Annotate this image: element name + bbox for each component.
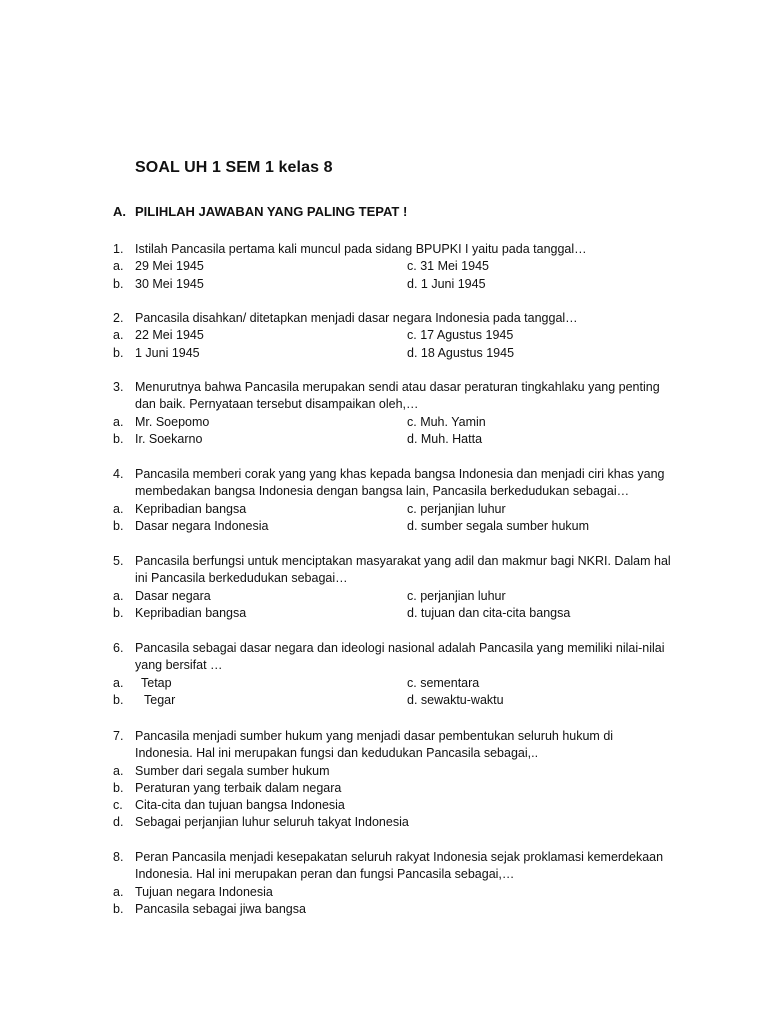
question-text: ini Pancasila berkedudukan sebagai… [135,571,348,586]
option-a: Tujuan negara Indonesia [135,884,273,899]
option-c: c. perjanjian luhur [407,588,506,603]
question-text: Pancasila memberi corak yang yang khas kepada bangsa Indonesia dan menjadi ciri khas yang [135,467,665,481]
question-text: Indonesia. Hal ini merupakan fungsi dan kedudukan Pancasila sebagai,.. [135,746,539,761]
question-line [113,570,673,587]
option-c: c. 17 Agustus 1945 [407,328,514,343]
question-line [113,553,673,570]
option-b: 1 Juni 1945 [135,345,200,360]
option-row [113,605,673,622]
option-letter: a. [113,588,124,603]
option-c: c. 31 Mei 1945 [407,259,489,274]
option-letter: b. [113,901,124,916]
option-row [113,797,673,814]
page-title: SOAL UH 1 SEM 1 kelas 8 [135,159,333,176]
question-number: 2. [113,311,124,325]
option-row [113,692,673,709]
option-letter: a. [113,675,124,690]
option-row [113,675,673,692]
question-8 [113,849,673,918]
option-letter: d. [113,815,124,830]
question-line [113,466,673,483]
question-line [113,640,673,657]
option-letter: b. [113,692,124,707]
question-line [113,866,673,883]
question-number: 8. [113,850,124,864]
option-letter: a. [113,259,124,274]
option-letter: c. [113,798,123,813]
option-row [113,258,673,275]
question-text: Pancasila berfungsi untuk menciptakan masyarakat yang adil dan makmur bagi NKRI. Dalam hal [135,554,671,568]
option-b: Pancasila sebagai jiwa bangsa [135,901,306,916]
option-row [113,901,673,918]
option-d: d. 1 Juni 1945 [407,276,486,291]
option-a: Tetap [141,675,172,690]
option-row [113,518,673,535]
question-line [113,849,673,866]
question-number: 6. [113,641,124,655]
question-line [113,483,673,500]
option-b: Tegar [144,692,176,707]
option-row [113,884,673,901]
option-d: d. 18 Agustus 1945 [407,345,515,360]
option-letter: a. [113,763,124,778]
option-letter: a. [113,414,124,429]
question-4 [113,466,673,535]
option-row [113,588,673,605]
question-text: Istilah Pancasila pertama kali muncul pada sidang BPUPKI I yaitu pada tanggal… [135,242,587,256]
question-text: yang bersifat … [135,658,223,673]
option-d: d. Muh. Hatta [407,431,483,446]
option-b: 30 Mei 1945 [135,276,204,291]
question-text: Pancasila menjadi sumber hukum yang menjadi dasar pembentukan seluruh hukum di [135,729,614,743]
section-heading-text: PILIHLAH JAWABAN YANG PALING TEPAT ! [135,204,408,219]
question-line [113,241,673,258]
option-row [113,327,673,344]
option-row [113,345,673,362]
question-number: 5. [113,554,124,568]
option-row [113,431,673,448]
option-row [113,780,673,797]
section-letter: A. [113,204,126,219]
option-a: Sumber dari segala sumber hukum [135,763,330,778]
question-line [113,745,673,762]
question-line [113,310,673,327]
option-a: Mr. Soepomo [135,414,210,429]
option-letter: a. [113,501,124,516]
option-row [113,501,673,518]
option-d: d. sumber segala sumber hukum [407,518,590,533]
option-c: Cita-cita dan tujuan bangsa Indonesia [135,798,345,813]
option-a: 22 Mei 1945 [135,328,204,343]
question-text: Pancasila disahkan/ ditetapkan menjadi dasar negara Indonesia pada tanggal… [135,311,578,325]
option-a: Kepribadian bangsa [135,501,247,516]
question-number: 4. [113,467,124,481]
question-text: Menurutnya bahwa Pancasila merupakan sendi atau dasar peraturan tingkahlaku yang penting [135,380,660,394]
option-letter: b. [113,780,124,795]
option-letter: b. [113,276,124,291]
option-row [113,414,673,431]
option-b: Kepribadian bangsa [135,605,247,620]
question-text: dan baik. Pernyataan tersebut disampaikan oleh,… [135,397,419,412]
question-line [113,657,673,674]
question-number: 7. [113,729,124,743]
option-row [113,763,673,780]
question-line [113,396,673,413]
option-row [113,814,673,831]
question-3 [113,379,673,448]
option-letter: b. [113,518,124,533]
question-7 [113,728,673,832]
option-c: c. Muh. Yamin [407,414,486,429]
option-d: d. sewaktu-waktu [407,692,504,707]
question-line [113,728,673,745]
option-letter: a. [113,884,124,899]
option-letter: a. [113,328,124,343]
option-b: Ir. Soekarno [135,431,203,446]
question-line [113,379,673,396]
question-text: membedakan bangsa Indonesia dengan bangsa lain, Pancasila berkedudukan sebagai… [135,484,630,499]
question-number: 1. [113,242,124,256]
option-d: d. tujuan dan cita-cita bangsa [407,605,571,620]
question-number: 3. [113,380,124,394]
option-a: 29 Mei 1945 [135,259,204,274]
question-5 [113,553,673,622]
question-6 [113,640,673,709]
question-2 [113,310,673,362]
option-c: c. sementara [407,675,480,690]
question-1 [113,241,673,293]
option-b: Dasar negara Indonesia [135,518,269,533]
question-text: Pancasila sebagai dasar negara dan ideologi nasional adalah Pancasila yang memiliki nilai-nilai [135,641,665,655]
option-letter: b. [113,605,124,620]
option-b: Peraturan yang terbaik dalam negara [135,780,342,795]
option-letter: b. [113,345,124,360]
option-c: c. perjanjian luhur [407,501,506,516]
option-a: Dasar negara [135,588,211,603]
question-text: Peran Pancasila menjadi kesepakatan seluruh rakyat Indonesia sejak proklamasi kemerdekaan [135,850,664,864]
option-d: Sebagai perjanjian luhur seluruh takyat Indonesia [135,815,409,830]
option-row [113,276,673,293]
question-text: Indonesia. Hal ini merupakan peran dan fungsi Pancasila sebagai,… [135,867,515,882]
option-letter: b. [113,431,124,446]
